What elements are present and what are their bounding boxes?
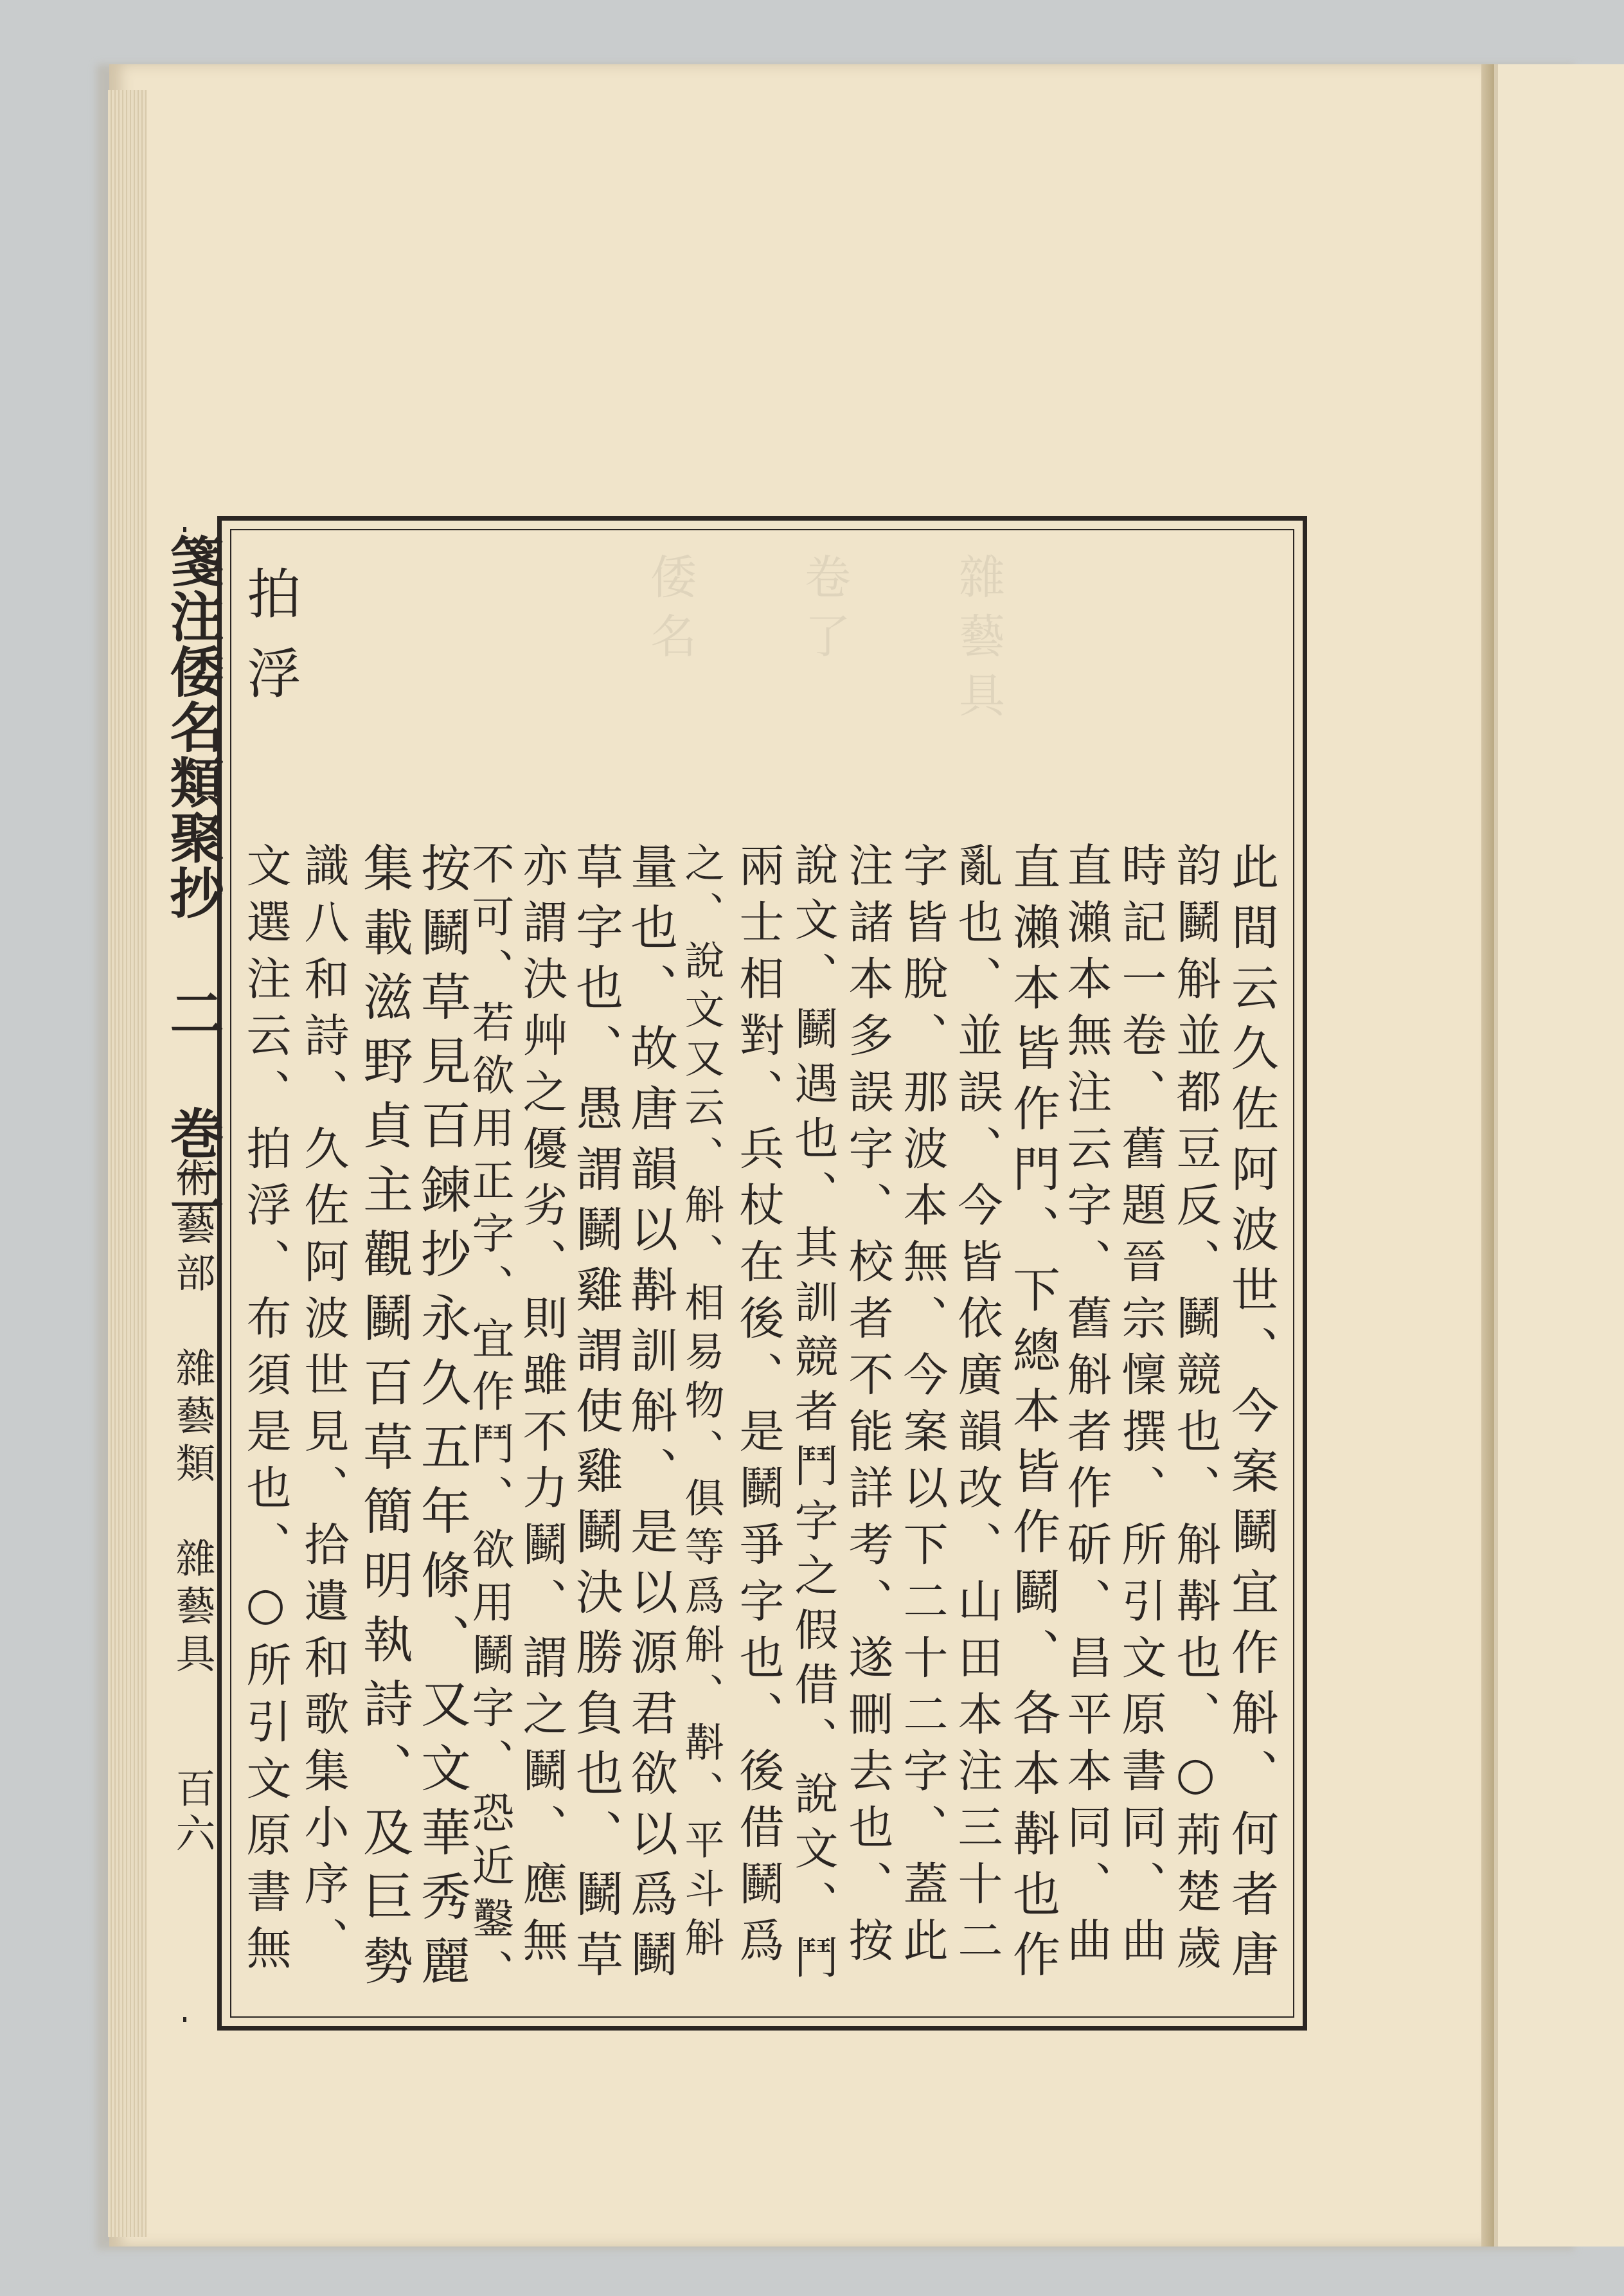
page-edges (108, 90, 147, 2237)
text-column: 文選注云、拍浮、布須是也、○所引文原書無 (239, 842, 292, 1981)
page-number: 百六 (169, 1768, 216, 1858)
bleed-through-3: 倭名 (643, 553, 697, 671)
text-column: 不可、若欲用正字、宜作鬥、欲用鬭字、恐近鑿、 (465, 842, 514, 2002)
text-column: 量也、故唐韻以斠訓斛、是以源君欲以爲鬭 (623, 842, 678, 1990)
margin-section: 術藝部 雜藝類 雜藝具 (169, 1157, 216, 1680)
text-column: 直瀨本皆作門、下總本皆作鬬、各本斠也作 (1005, 842, 1060, 1990)
text-column: 亂也、並誤、今皆依廣韻改、山田本注三十二 (950, 842, 1003, 1973)
margin-rule-top (183, 527, 186, 532)
text-column: 草字也、愚謂鬭雞謂使雞鬭決勝負也、鬭草 (568, 842, 623, 1990)
text-column: 字皆脫、那波本無、今案以下二十二字、蓋此 (896, 842, 949, 1973)
text-column: 兩士相對、兵杖在後、是鬭爭字也、後借鬭爲 (732, 842, 785, 1973)
facing-page (1494, 64, 1624, 2247)
text-column: 韵鬭斛並都豆反、鬭競也、斛斠也、○荊楚歲 (1169, 842, 1222, 1981)
bleed-through-1: 雜藝具 (951, 553, 1005, 730)
text-column: 此間云久佐阿波世、今案鬭宜作斛、何者唐 (1224, 842, 1279, 1990)
bleed-through-2: 卷了 (797, 553, 851, 671)
text-column: 按鬭草見百鍊抄永久五年條、又文華秀麗 (413, 842, 470, 1999)
text-column: 之、說文又云、斛、相易物、俱等爲斛、斠、平斗斛 (678, 842, 725, 1966)
margin-rule-bottom (183, 2017, 186, 2022)
text-column: 說文、鬭遇也、其訓競者鬥字之假借、說文、鬥 (787, 842, 838, 1989)
text-column: 注諸本多誤字、校者不能詳考、遂刪去也、按 (841, 842, 894, 1973)
text-column: 直瀨本無注云字、舊斛者作斫、昌平本同、曲 (1060, 842, 1112, 1973)
text-column: 時記一卷、舊題晉宗懍撰、所引文原書同、曲 (1114, 842, 1167, 1973)
margin-title: 箋注倭名類聚抄 二 巻二 (161, 534, 225, 1216)
book-gutter (1481, 64, 1494, 2247)
text-column: 亦謂決艸之優劣、則雖不力鬭、謂之鬭、應無 (515, 842, 568, 1973)
entry-heading: 拍浮 (238, 566, 301, 725)
text-column: 集載滋野貞主觀鬭百草簡明執詩、及巨勢 (355, 842, 413, 1999)
text-column: 識八和詩、久佐阿波世見、拾遺和歌集小序、 (297, 842, 350, 1973)
